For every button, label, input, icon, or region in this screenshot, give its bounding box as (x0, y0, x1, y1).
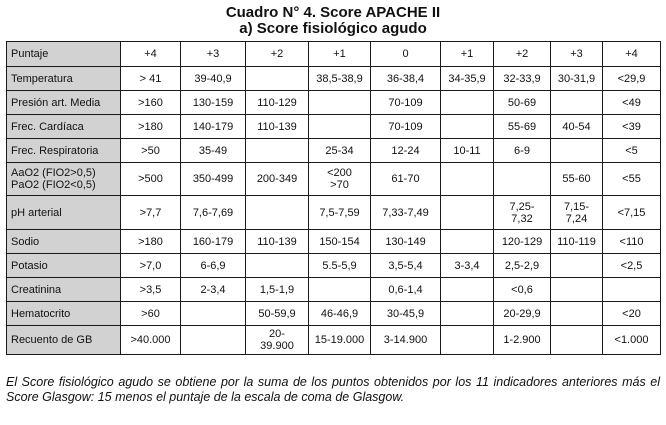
table-cell: 110-139 (246, 230, 309, 254)
cell-line: 7,32 (511, 212, 533, 225)
table-cell: 350-499 (181, 163, 246, 196)
table-row (7, 67, 661, 91)
cell-line: 39.900 (260, 340, 294, 352)
table-cell: 5.5-5,9 (309, 254, 371, 278)
table-cell (181, 302, 246, 326)
table-cell: <5 (603, 139, 661, 163)
cell-line: PaO2 (FIO2<0,5) (11, 179, 96, 191)
table-cell (603, 278, 661, 302)
table-cell: 7,6-7,69 (181, 196, 246, 230)
table-cell: 2,5-2,9 (494, 254, 551, 278)
table-cell (551, 326, 603, 355)
table-cell: > 41 (121, 67, 181, 91)
table-cell: 130-159 (181, 91, 246, 115)
table-cell: 30-31,9 (551, 67, 603, 91)
header-score: +2 (494, 42, 551, 67)
table-cell: <49 (603, 91, 661, 115)
table-cell (181, 326, 246, 355)
cell-line: 7,25- (509, 200, 535, 213)
table-cell: 30-45,9 (371, 302, 441, 326)
table-cell: 35-49 (181, 139, 246, 163)
table-cell: 7,5-7,59 (309, 196, 371, 230)
table-cell: <110 (603, 230, 661, 254)
table-cell (494, 163, 551, 196)
table-cell: 70-109 (371, 115, 441, 139)
table-row (7, 254, 661, 278)
table-cell: 130-149 (371, 230, 441, 254)
table-cell: >180 (121, 230, 181, 254)
table-cell: <39 (603, 115, 661, 139)
table-cell: 3,5-5,4 (371, 254, 441, 278)
table-cell: >7,7 (121, 196, 181, 230)
table-cell: <7,15 (603, 196, 661, 230)
row-label: pH arterial (7, 196, 121, 230)
header-score: +3 (181, 42, 246, 67)
row-label: Recuento de GB (7, 326, 121, 355)
table-cell (551, 278, 603, 302)
table-cell (551, 254, 603, 278)
header-score: +4 (603, 42, 661, 67)
cell-line: AaO2 (FIO2>0,5) (11, 167, 96, 179)
row-label: Frec. Respiratoria (7, 139, 121, 163)
table-cell (246, 139, 309, 163)
header-score: +1 (441, 42, 494, 67)
table-cell: <2,5 (603, 254, 661, 278)
table-cell: <1.000 (603, 326, 661, 355)
table-cell: <29,9 (603, 67, 661, 91)
table-cell: 55-60 (551, 163, 603, 196)
table-cell (246, 67, 309, 91)
table-title: Cuadro N° 4. Score APACHE II (225, 4, 441, 21)
table-cell: 61-70 (371, 163, 441, 196)
table-cell (441, 163, 494, 196)
table-cell (441, 326, 494, 355)
table-cell: 150-154 (309, 230, 371, 254)
table-cell: 32-33,9 (494, 67, 551, 91)
table-cell: >180 (121, 115, 181, 139)
table-cell: 7,33-7,49 (371, 196, 441, 230)
table-cell: 6-6,9 (181, 254, 246, 278)
table-cell (551, 302, 603, 326)
header-score: +2 (246, 42, 309, 67)
table-cell: 20-29,9 (494, 302, 551, 326)
row-label: Temperatura (7, 67, 121, 91)
table-row (7, 196, 661, 230)
table-cell (441, 278, 494, 302)
table-cell: >3,5 (121, 278, 181, 302)
table-row (7, 302, 661, 326)
table-cell (309, 163, 371, 196)
table-cell: 25-34 (309, 139, 371, 163)
table-cell (551, 91, 603, 115)
table-cell: 36-38,4 (371, 67, 441, 91)
table-cell (551, 139, 603, 163)
header-score: +1 (309, 42, 371, 67)
table-cell: 12-24 (371, 139, 441, 163)
table-cell: >500 (121, 163, 181, 196)
header-score: +4 (121, 42, 181, 67)
table-cell: 40-54 (551, 115, 603, 139)
row-label: Creatinina (7, 278, 121, 302)
header-score: 0 (371, 42, 441, 67)
table-cell (441, 230, 494, 254)
table-cell: <20 (603, 302, 661, 326)
table-cell: >60 (121, 302, 181, 326)
table-row (7, 91, 661, 115)
table-cell: 34-35,9 (441, 67, 494, 91)
table-cell: 110-119 (551, 230, 603, 254)
table-cell (309, 91, 371, 115)
table-cell (441, 115, 494, 139)
table-cell: >40.000 (121, 326, 181, 355)
table-cell (441, 91, 494, 115)
table-cell: >7,0 (121, 254, 181, 278)
table-row (7, 115, 661, 139)
table-cell: 140-179 (181, 115, 246, 139)
cell-line: 7,15- (563, 200, 590, 213)
table-cell: 6-9 (494, 139, 551, 163)
table-cell: 50-59,9 (246, 302, 309, 326)
table-cell: 120-129 (494, 230, 551, 254)
table-cell: 15-19.000 (309, 326, 371, 355)
table-cell (246, 196, 309, 230)
table-cell (494, 196, 551, 230)
apache-score-table (6, 41, 661, 355)
table-cell: 3-3,4 (441, 254, 494, 278)
table-cell: 38,5-38,9 (309, 67, 371, 91)
table-row (7, 139, 661, 163)
row-label: Hematocrito (7, 302, 121, 326)
row-label: Presión art. Media (7, 91, 121, 115)
table-cell: 55-69 (494, 115, 551, 139)
table-cell (246, 326, 309, 355)
table-cell (551, 196, 603, 230)
table-cell (246, 254, 309, 278)
row-label: Frec. Cardíaca (7, 115, 121, 139)
table-cell (441, 196, 494, 230)
table-cell: 10-11 (441, 139, 494, 163)
table-cell: >160 (121, 91, 181, 115)
table-cell (309, 278, 371, 302)
row-label: Potasio (7, 254, 121, 278)
table-cell: 110-139 (246, 115, 309, 139)
table-subtitle: a) Score fisiológico agudo (239, 20, 427, 37)
table-cell: 50-69 (494, 91, 551, 115)
cell-line: >70 (330, 179, 349, 191)
table-cell: 160-179 (181, 230, 246, 254)
table-cell: 1-2.900 (494, 326, 551, 355)
footnote: El Score fisiológico agudo se obtiene por la suma de los puntos obtenidos por los 11 indicadores anteriores más el Score Glasgow: 15 menos el puntaje de la escala de coma de Glasgow. (6, 375, 660, 404)
table-cell: 39-40,9 (181, 67, 246, 91)
cell-line: <200 (327, 167, 352, 179)
header-row (7, 42, 661, 67)
header-score: +3 (551, 42, 603, 67)
cell-line: 20- (269, 328, 285, 340)
table-cell: 110-129 (246, 91, 309, 115)
table-cell: 46-46,9 (309, 302, 371, 326)
table-cell: 200-349 (246, 163, 309, 196)
table-row (7, 278, 661, 302)
table-cell: 0,6-1,4 (371, 278, 441, 302)
cell-line: 7,24 (565, 212, 588, 225)
table-cell: 2-3,4 (181, 278, 246, 302)
table-cell: 1,5-1,9 (246, 278, 309, 302)
table-cell: <55 (603, 163, 661, 196)
table-cell: <0,6 (494, 278, 551, 302)
table-cell (309, 115, 371, 139)
table-cell: 70-109 (371, 91, 441, 115)
table-cell: >50 (121, 139, 181, 163)
table-row (7, 326, 661, 355)
table-row (7, 163, 661, 196)
row-label (7, 163, 121, 196)
table-row (7, 230, 661, 254)
row-label: Sodio (7, 230, 121, 254)
table-cell (441, 302, 494, 326)
header-label: Puntaje (7, 42, 121, 67)
table-cell: 3-14.900 (371, 326, 441, 355)
